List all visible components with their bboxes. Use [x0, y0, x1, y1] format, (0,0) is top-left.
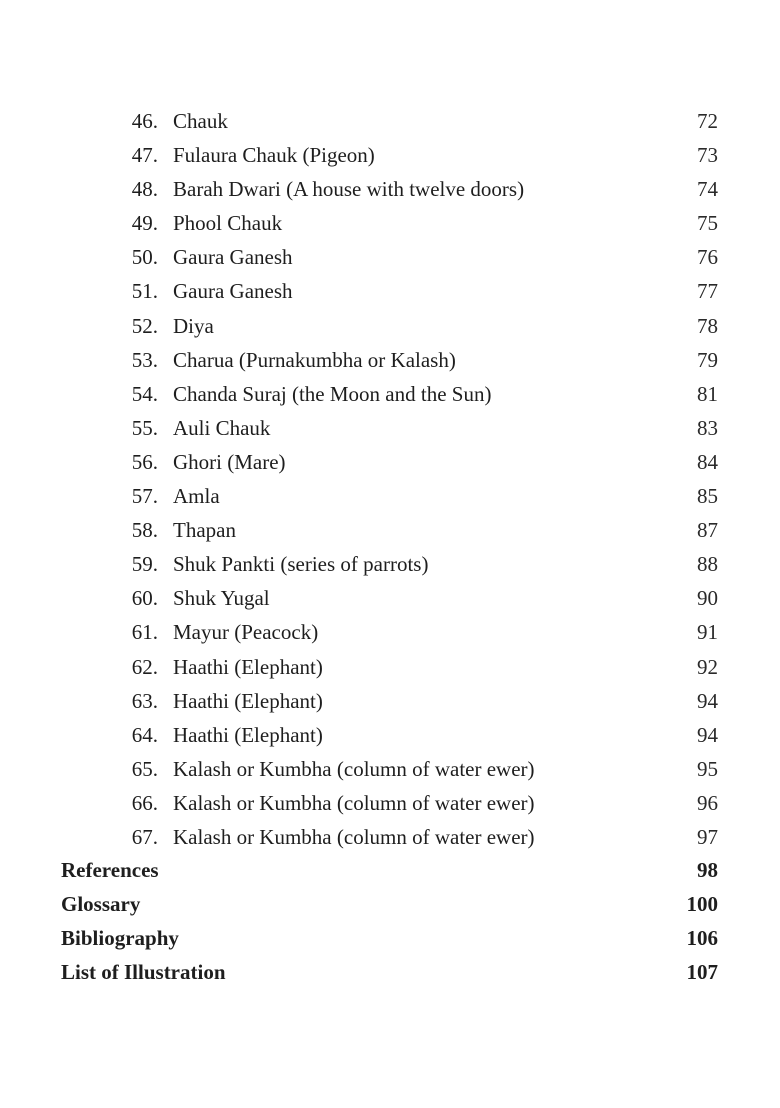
entry-number: 50.: [131, 245, 158, 270]
entry-page: 84: [697, 449, 718, 474]
entry-page: 83: [697, 415, 718, 440]
entry-page: 88: [697, 552, 718, 577]
section-entry: [0, 955, 780, 989]
section-page: 100: [686, 892, 718, 917]
entry-number: 63.: [131, 688, 158, 713]
section-title: References: [61, 858, 159, 882]
section-entry: [0, 853, 780, 887]
entry-page: 79: [697, 347, 718, 372]
section-page: 106: [686, 926, 718, 951]
entry-title: Mayur (Peacock): [173, 620, 319, 645]
entry-title: Thapan: [173, 518, 236, 543]
entry-page: 75: [697, 211, 718, 236]
toc-entry: [0, 786, 780, 820]
toc-entry: [0, 752, 780, 786]
entry-page: 95: [697, 756, 718, 781]
section-title: Bibliography: [61, 926, 179, 951]
section-entry: [0, 921, 780, 955]
toc-entry: [0, 411, 780, 445]
entry-number: 55.: [131, 415, 158, 440]
entry-number: 67.: [131, 824, 158, 849]
entry-page: 87: [697, 518, 718, 543]
entry-number: 53.: [131, 347, 158, 372]
entry-page: 76: [697, 245, 718, 270]
toc-entry: [0, 274, 780, 308]
entry-title: Shuk Yugal: [173, 586, 270, 611]
entry-number: 62.: [131, 654, 158, 679]
entry-page: 97: [697, 824, 718, 849]
toc-entry: [0, 377, 780, 411]
entry-page: 81: [697, 381, 718, 406]
entry-title: Kalash or Kumbha (column of water ewer): [173, 790, 535, 815]
entry-title: Haathi (Elephant): [173, 722, 323, 747]
toc-entry: [0, 581, 780, 615]
toc-entry: [0, 309, 780, 343]
illustration-list: [0, 104, 780, 854]
entry-title: Gaura Ganesh: [173, 279, 293, 304]
toc-entry: [0, 547, 780, 581]
toc-entry: [0, 138, 780, 172]
back-matter-list: [0, 853, 780, 989]
toc-entry: [0, 615, 780, 649]
entry-page: 94: [697, 688, 718, 713]
toc-entry: [0, 513, 780, 547]
entry-number: 54.: [131, 381, 158, 406]
entry-number: 61.: [131, 620, 158, 645]
entry-title: Charua (Purnakumbha or Kalash): [173, 347, 456, 372]
entry-number: 65.: [131, 756, 158, 781]
entry-number: 56.: [131, 449, 158, 474]
toc-entry: [0, 650, 780, 684]
entry-page: 74: [697, 177, 718, 202]
entry-page: 85: [697, 484, 718, 509]
entry-title: Haathi (Elephant): [173, 688, 323, 713]
entry-title: Diya: [173, 313, 214, 338]
entry-number: 49.: [131, 211, 158, 236]
entry-page: 91: [697, 620, 718, 645]
entry-title: Shuk Pankti (series of parrots): [173, 552, 429, 577]
entry-title: Kalash or Kumbha (column of water ewer): [173, 756, 535, 781]
entry-title: Auli Chauk: [173, 415, 271, 440]
entry-title: Barah Dwari (A house with twelve doors): [173, 177, 525, 202]
entry-number: 58.: [131, 518, 158, 543]
toc-entry: [0, 343, 780, 377]
entry-title: Kalash or Kumbha (column of water ewer): [173, 824, 535, 849]
entry-page: 78: [697, 313, 718, 338]
entry-number: 66.: [131, 790, 158, 815]
entry-title: Amla: [173, 484, 220, 509]
section-page: 98: [697, 858, 718, 882]
entry-number: 64.: [131, 722, 158, 747]
entry-number: 46.: [131, 109, 158, 133]
entry-title: Chauk: [173, 109, 228, 133]
toc-entry: [0, 479, 780, 513]
entry-number: 52.: [131, 313, 158, 338]
entry-number: 47.: [131, 143, 158, 168]
entry-page: 72: [697, 109, 718, 133]
entry-title: Haathi (Elephant): [173, 654, 323, 679]
entry-number: 51.: [131, 279, 158, 304]
toc-entry: [0, 104, 780, 138]
toc-entry: [0, 445, 780, 479]
entry-number: 57.: [131, 484, 158, 509]
entry-number: 60.: [131, 586, 158, 611]
toc-entry: [0, 206, 780, 240]
entry-page: 73: [697, 143, 718, 168]
section-title: List of Illustration: [61, 960, 226, 985]
entry-number: 59.: [131, 552, 158, 577]
entry-title: Fulaura Chauk (Pigeon): [173, 143, 375, 168]
toc-entry: [0, 718, 780, 752]
section-page: 107: [686, 960, 718, 985]
entry-page: 90: [697, 586, 718, 611]
entry-title: Phool Chauk: [173, 211, 283, 236]
toc-entry: [0, 172, 780, 206]
entry-title: Ghori (Mare): [173, 449, 286, 474]
toc-entry: [0, 684, 780, 718]
entry-page: 96: [697, 790, 718, 815]
entry-title: Gaura Ganesh: [173, 245, 293, 270]
entry-title: Chanda Suraj (the Moon and the Sun): [173, 381, 492, 406]
entry-number: 48.: [131, 177, 158, 202]
entry-page: 77: [697, 279, 718, 304]
toc-entry: [0, 820, 780, 854]
section-title: Glossary: [61, 892, 141, 917]
entry-page: 94: [697, 722, 718, 747]
entry-page: 92: [697, 654, 718, 679]
toc-entry: [0, 240, 780, 274]
section-entry: [0, 887, 780, 921]
